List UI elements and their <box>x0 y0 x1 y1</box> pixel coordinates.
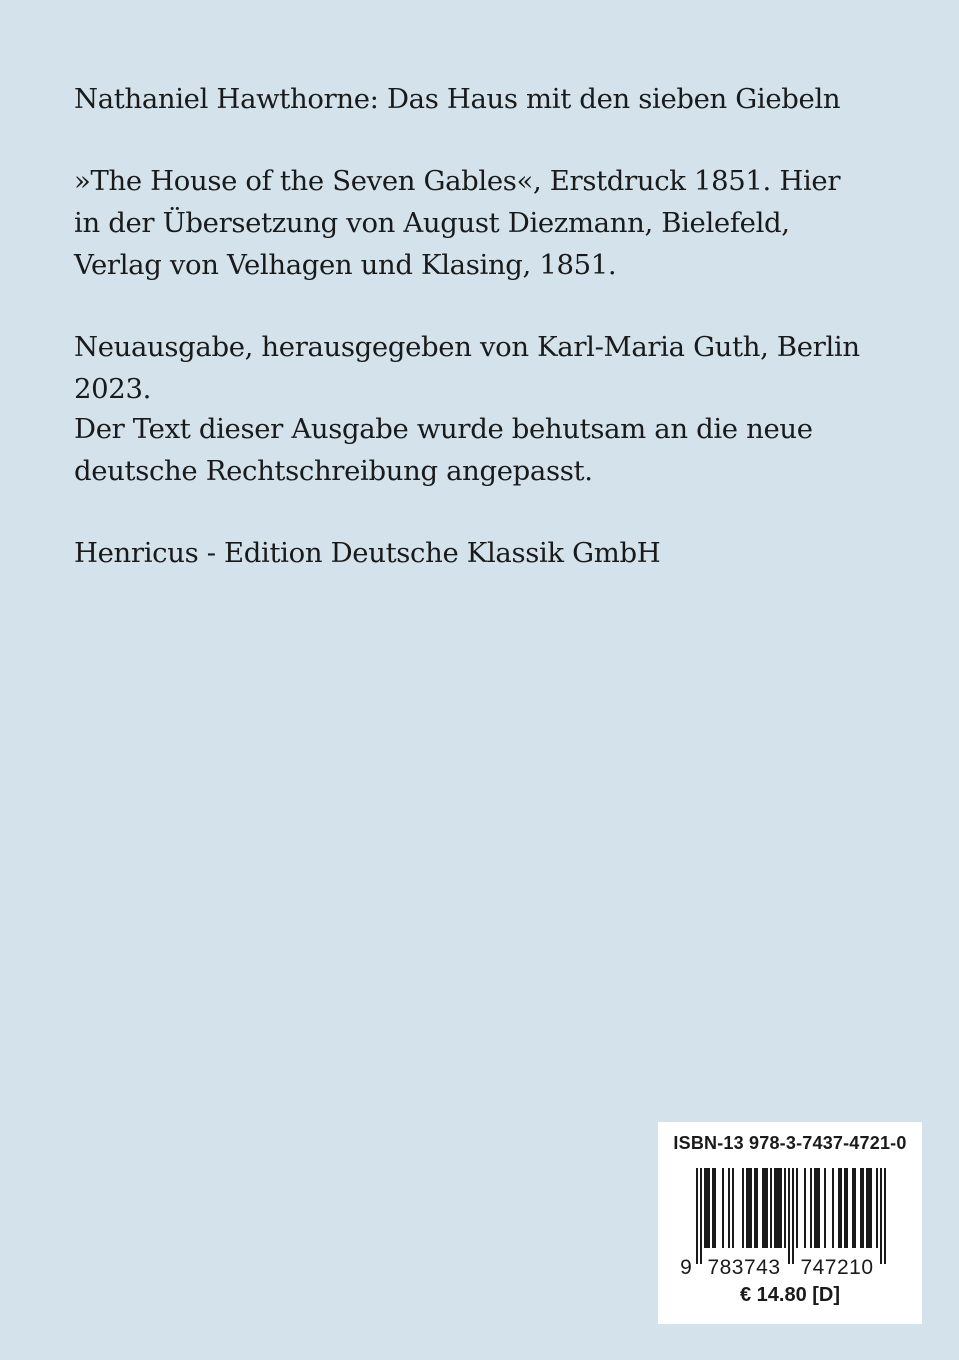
barcode-bar <box>840 1168 842 1248</box>
barcode-bar <box>854 1168 856 1248</box>
new-edition-note: Neuausgabe, herausgegeben von Karl-Maria Guth, Berlin 2023. <box>74 331 860 405</box>
barcode-bar <box>846 1168 848 1248</box>
barcode-bar <box>732 1168 734 1248</box>
barcode-bar <box>700 1168 702 1264</box>
isbn-barcode-box <box>658 1122 922 1324</box>
barcode-bar <box>776 1168 778 1248</box>
barcode-bar <box>814 1168 816 1248</box>
barcode-bar <box>832 1168 834 1248</box>
barcode-bar <box>780 1168 782 1248</box>
barcode-bar <box>788 1168 790 1264</box>
original-edition-note: »The House of the Seven Gables«, Erstdruck 1851. Hier in der Übersetzung von August Diezmann, Bielefeld, Verlag von Velhagen und Klasing, 1851. <box>74 165 841 281</box>
barcode-bar <box>870 1168 872 1248</box>
barcode-bar <box>746 1168 748 1248</box>
barcode-bar <box>722 1168 724 1248</box>
barcode-bar <box>754 1168 756 1248</box>
barcode-bar <box>792 1168 794 1264</box>
barcode-first-digit: 9 <box>680 1256 692 1278</box>
barcode-bar <box>876 1168 878 1248</box>
barcode-bar <box>804 1168 806 1248</box>
barcode-bar <box>880 1168 882 1264</box>
barcode-bar <box>818 1168 820 1248</box>
isbn-label: ISBN-13 978-3-7437-4721-0 <box>673 1133 907 1153</box>
barcode-bar <box>748 1168 750 1248</box>
barcode-bar <box>762 1168 764 1248</box>
barcode-bar <box>770 1168 772 1248</box>
barcode-bar <box>766 1168 768 1248</box>
barcode-bar <box>708 1168 710 1248</box>
barcode-bar <box>852 1168 854 1248</box>
barcode-bar <box>706 1168 708 1248</box>
barcode-bar <box>774 1168 776 1248</box>
publisher-name: Henricus - Edition Deutsche Klassik GmbH <box>74 537 661 569</box>
barcode-bar <box>884 1168 886 1264</box>
barcode-right-digits: 747210 <box>800 1256 874 1278</box>
barcode-bar <box>844 1168 846 1248</box>
barcode-bars <box>696 1168 886 1264</box>
barcode-bar <box>728 1168 730 1248</box>
barcode-bar <box>742 1168 744 1248</box>
barcode-bar <box>764 1168 766 1248</box>
barcode-bar <box>810 1168 812 1248</box>
barcode-bar <box>796 1168 798 1248</box>
barcode-bar <box>838 1168 840 1248</box>
barcode-bar <box>868 1168 870 1248</box>
barcode-graphic <box>676 1168 904 1278</box>
barcode-bar <box>756 1168 758 1248</box>
barcode-bar <box>862 1168 864 1248</box>
spelling-note: Der Text dieser Ausgabe wurde behutsam an die neue deutsche Rechtschreibung angepasst. <box>74 413 813 487</box>
barcode-bar <box>714 1168 716 1248</box>
barcode-bar <box>824 1168 826 1248</box>
barcode-bar <box>784 1168 786 1248</box>
book-title-line: Nathaniel Hawthorne: Das Haus mit den sieben Giebeln <box>74 83 841 115</box>
barcode-bar <box>712 1168 714 1248</box>
barcode-bar <box>860 1168 862 1248</box>
barcode-bar <box>704 1168 706 1248</box>
barcode-bar <box>778 1168 780 1248</box>
barcode-bar <box>750 1168 752 1248</box>
barcode-bar <box>696 1168 698 1264</box>
barcode-bar <box>866 1168 868 1248</box>
barcode-bar <box>816 1168 818 1248</box>
barcode-left-digits: 783743 <box>707 1256 781 1278</box>
price-label: € 14.80 [D] <box>739 1284 841 1306</box>
